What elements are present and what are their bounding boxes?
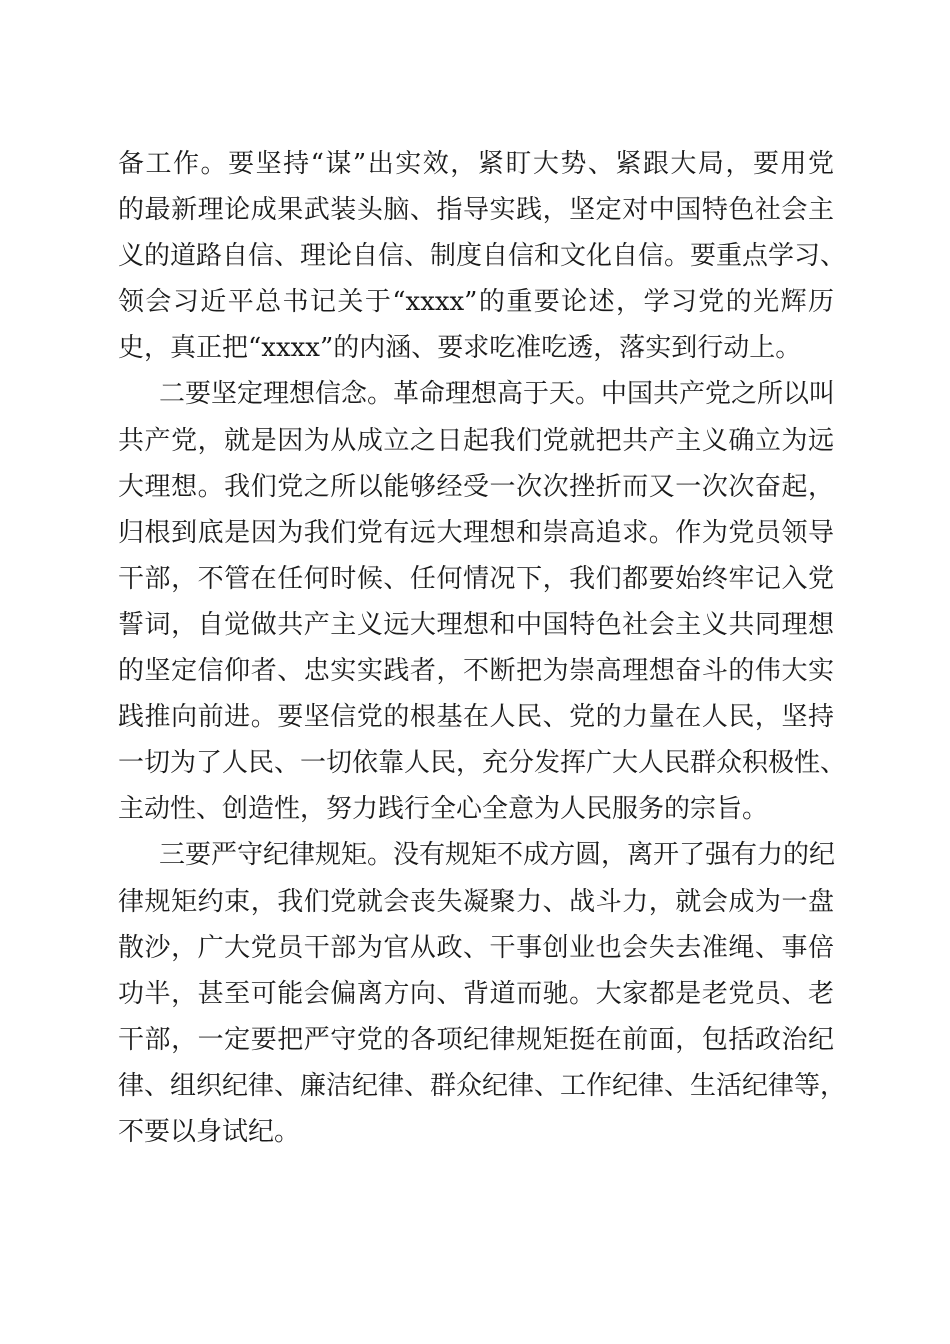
text-line: 一切为了人民、一切依靠人民，充分发挥广大人民群众积极性、 — [118, 748, 847, 779]
text-line: 主动性、创造性，努力践行全心全意为人民服务的宗旨。 — [118, 794, 769, 825]
text-line: 的最新理论成果武装头脑、指导实践，坚定对中国特色社会主 — [118, 195, 834, 226]
text-line: 干部，不管在任何时候、任何情况下，我们都要始终牢记入党 — [118, 563, 834, 594]
text-line: 誓词，自觉做共产主义远大理想和中国特色社会主义共同理想 — [118, 609, 834, 640]
text-line: 共产党，就是因为从成立之日起我们党就把共产主义确立为远 — [118, 425, 834, 456]
paragraph-discipline-rules — [118, 832, 847, 1155]
text-line: 大理想。我们党之所以能够经受一次次挫折而又一次次奋起， — [118, 471, 834, 502]
text-line: 二要坚定理想信念。革命理想高于天。中国共产党之所以叫 — [159, 379, 836, 410]
text-line: 践推向前进。要坚信党的根基在人民、党的力量在人民，坚持 — [118, 702, 834, 733]
text-line: 功半，甚至可能会偏离方向、背道而驰。大家都是老党员、老 — [118, 978, 834, 1009]
text-line: 的坚定信仰者、忠实实践者，不断把为崇高理想奋斗的伟大实 — [118, 656, 834, 687]
paragraph-study-theory — [118, 141, 847, 371]
text-line: 领会习近平总书记关于“xxxx”的重要论述，学习党的光辉历 — [118, 287, 834, 318]
text-line: 归根到底是因为我们党有远大理想和崇高追求。作为党员领导 — [118, 517, 834, 548]
text-line: 律规矩约束，我们党就会丧失凝聚力、战斗力，就会成为一盘 — [118, 886, 834, 917]
text-line: 散沙，广大党员干部为官从政、干事创业也会失去准绳、事倍 — [118, 932, 834, 963]
text-line: 不要以身试纪。 — [118, 1116, 301, 1147]
text-line: 律、组织纪律、廉洁纪律、群众纪律、工作纪律、生活纪律等， — [118, 1070, 847, 1101]
text-line: 干部，一定要把严守党的各项纪律规矩挺在前面，包括政治纪 — [118, 1024, 834, 1055]
document-body — [118, 141, 847, 1155]
text-line: 义的道路自信、理论自信、制度自信和文化自信。要重点学习、 — [118, 241, 847, 272]
text-line: 三要严守纪律规矩。没有规矩不成方圆，离开了强有力的纪 — [159, 840, 836, 871]
paragraph-ideals-beliefs — [118, 371, 847, 832]
text-line: 备工作。要坚持“谋”出实效，紧盯大势、紧跟大局，要用党 — [118, 149, 834, 179]
text-line: 史，真正把“xxxx”的内涵、要求吃准吃透，落实到行动上。 — [118, 333, 802, 364]
